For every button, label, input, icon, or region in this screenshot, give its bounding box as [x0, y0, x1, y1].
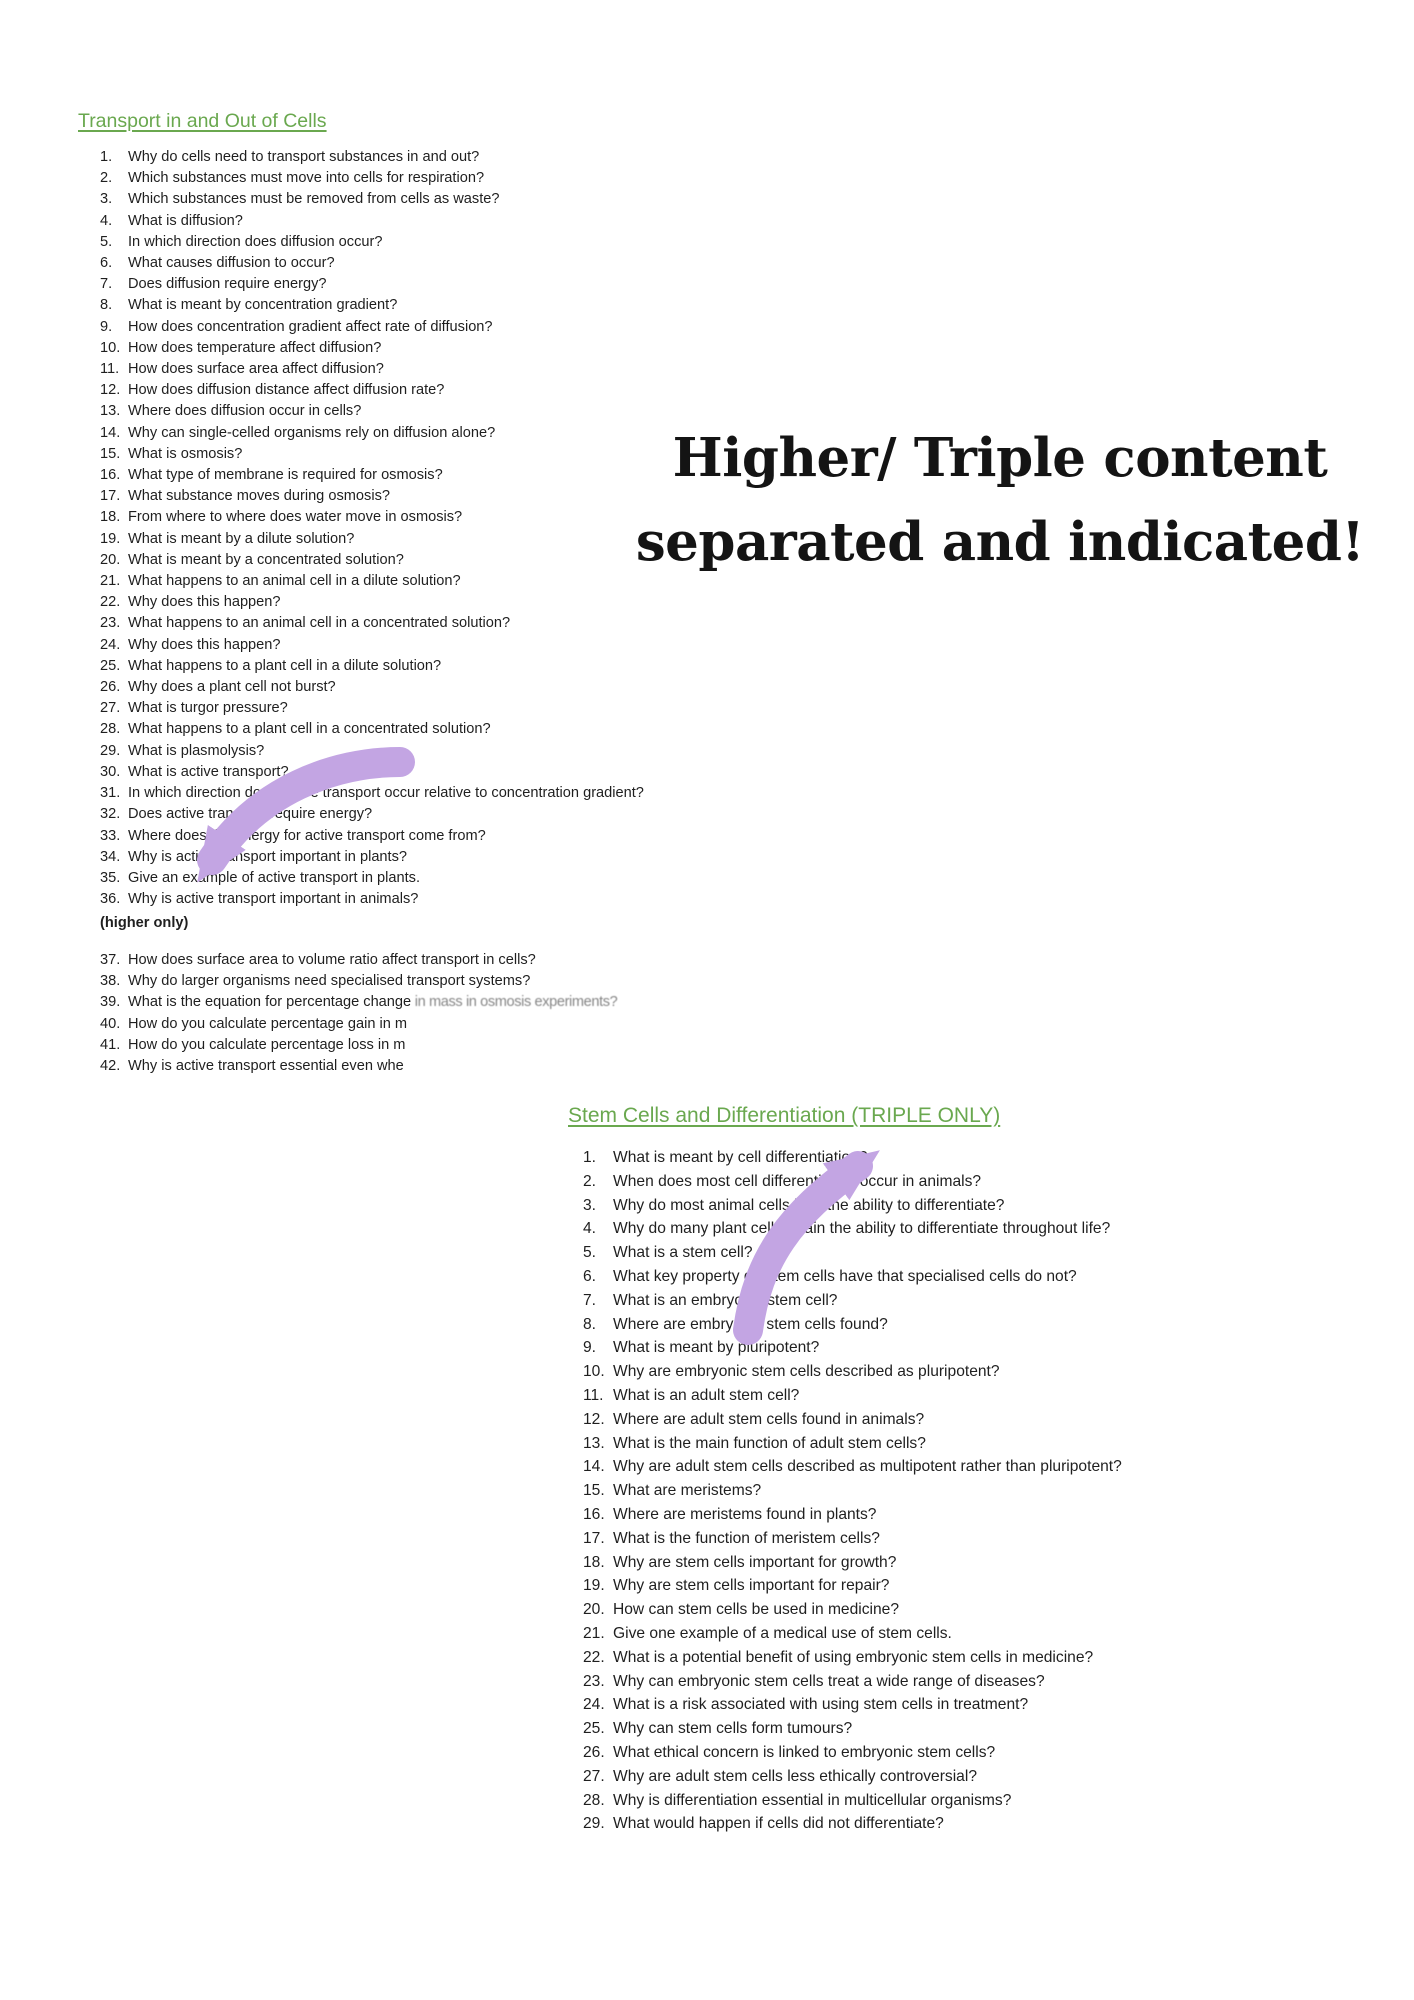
question-item	[100, 635, 644, 656]
question-text: What is an adult stem cell?	[613, 1386, 800, 1404]
question-number: 21.	[100, 573, 121, 590]
question-number: 22.	[583, 1648, 605, 1666]
question-item	[100, 826, 644, 847]
question-text: What happens to a plant cell in a concentrated solution?	[128, 721, 491, 738]
question-text: Why do many plant cells retain the ability to differentiate throughout life?	[613, 1220, 1111, 1238]
question-item	[583, 1622, 1122, 1646]
question-item	[100, 950, 617, 971]
question-text: Give one example of a medical use of stem cells.	[613, 1624, 952, 1642]
question-item	[100, 211, 644, 232]
question-item	[100, 762, 644, 783]
question-item	[583, 1241, 1122, 1265]
question-text: Why do cells need to transport substances in and out?	[128, 149, 480, 165]
question-item	[583, 1646, 1122, 1670]
question-number: 4.	[583, 1220, 597, 1238]
question-text: What would happen if cells did not differentiate?	[613, 1815, 944, 1833]
question-number: 10.	[100, 339, 121, 356]
question-number: 8.	[100, 297, 113, 314]
question-text: What is meant by a dilute solution?	[128, 530, 355, 547]
question-number: 21.	[583, 1624, 605, 1642]
question-number: 6.	[583, 1267, 597, 1285]
question-item	[583, 1336, 1122, 1360]
question-item	[100, 741, 644, 762]
question-number: 2.	[100, 170, 113, 187]
question-text: Which substances must move into cells for respiration?	[128, 170, 485, 187]
question-number: 12.	[100, 382, 121, 399]
question-item	[100, 571, 644, 592]
question-item	[100, 423, 644, 444]
question-item	[100, 592, 644, 613]
question-text: What causes diffusion to occur?	[128, 255, 335, 272]
question-text: What is a risk associated with using stem cells in treatment?	[613, 1696, 1029, 1714]
question-item	[100, 317, 644, 338]
question-item	[100, 401, 644, 422]
transport-higher-question-list	[100, 950, 617, 1077]
question-number: 34.	[100, 848, 121, 865]
question-number: 35.	[100, 869, 121, 886]
stem-cells-question-list	[583, 1146, 1122, 1836]
question-text: Where does diffusion occur in cells?	[128, 403, 362, 420]
question-item	[100, 656, 644, 677]
question-text: What is meant by a concentrated solution?	[128, 551, 404, 568]
question-text: What is plasmolysis?	[128, 742, 265, 759]
question-item	[100, 550, 644, 571]
question-number: 25.	[100, 657, 121, 674]
question-item	[583, 1384, 1122, 1408]
annotation-headline-line1: Higher/ Triple content	[672, 427, 1328, 489]
question-number: 30.	[100, 763, 121, 780]
question-number: 22.	[100, 594, 121, 611]
question-number: 28.	[583, 1791, 605, 1809]
question-number: 4.	[100, 212, 113, 229]
question-item	[100, 274, 644, 295]
question-text: What happens to an animal cell in a dilute solution?	[128, 573, 461, 590]
question-text: Why does a plant cell not burst?	[128, 679, 336, 696]
question-text: Where are adult stem cells found in animals?	[613, 1410, 925, 1428]
question-item	[100, 992, 617, 1013]
question-item	[583, 1670, 1122, 1694]
question-item	[583, 1194, 1122, 1218]
question-text: What key property do stem cells have that specialised cells do not?	[613, 1267, 1077, 1285]
question-item	[583, 1527, 1122, 1551]
question-number: 12.	[583, 1410, 605, 1428]
question-number: 8.	[583, 1315, 597, 1333]
question-text	[128, 992, 617, 1013]
question-item	[583, 1455, 1122, 1479]
question-text: What is a potential benefit of using embryonic stem cells in medicine?	[613, 1648, 1094, 1666]
question-number: 24.	[583, 1696, 605, 1714]
question-item	[100, 804, 644, 825]
question-number: 32.	[100, 806, 121, 823]
question-item	[583, 1717, 1122, 1741]
question-number: 13.	[583, 1434, 605, 1452]
question-text: Why is active transport essential even whe	[128, 1058, 404, 1075]
question-text: What is the function of meristem cells?	[613, 1529, 880, 1547]
question-number: 39.	[100, 994, 121, 1011]
question-text: Why are adult stem cells described as multipotent rather than pluripotent?	[613, 1458, 1122, 1476]
question-item	[583, 1765, 1122, 1789]
question-item	[583, 1360, 1122, 1384]
section-title-transport: Transport in and Out of Cells	[78, 110, 327, 132]
question-text-faded: in mass in osmosis experiments?	[411, 994, 618, 1011]
question-item	[100, 529, 644, 550]
question-number: 27.	[583, 1767, 605, 1785]
question-text: Why are embryonic stem cells described as pluripotent?	[613, 1363, 1000, 1381]
question-item	[100, 613, 644, 634]
question-item	[100, 253, 644, 274]
question-text: Why are adult stem cells less ethically controversial?	[613, 1767, 977, 1785]
question-number: 20.	[583, 1601, 605, 1619]
question-number: 2.	[583, 1172, 597, 1190]
question-text: Why are stem cells important for growth?	[613, 1553, 897, 1571]
question-item	[583, 1503, 1122, 1527]
question-item	[583, 1789, 1122, 1813]
question-number: 24.	[100, 636, 121, 653]
question-item	[100, 1014, 617, 1035]
question-text: What is a stem cell?	[613, 1244, 753, 1262]
question-text: What is meant by pluripotent?	[613, 1339, 820, 1357]
question-number: 31.	[100, 785, 121, 802]
question-text: Why can single-celled organisms rely on diffusion alone?	[128, 424, 496, 441]
question-text: What is meant by cell differentiation?	[613, 1149, 868, 1166]
question-number: 33.	[100, 827, 121, 844]
question-text: Why is active transport important in plants?	[128, 848, 408, 865]
question-text: Where does the energy for active transport come from?	[128, 827, 486, 844]
question-number: 7.	[100, 276, 113, 293]
question-text: Why do most animal cells lose the ability to differentiate?	[613, 1196, 1005, 1214]
question-item	[100, 338, 644, 359]
question-item	[100, 971, 617, 992]
question-number: 28.	[100, 721, 121, 738]
question-text: Does diffusion require energy?	[128, 276, 327, 293]
question-item	[100, 889, 644, 910]
question-number: 41.	[100, 1036, 121, 1053]
question-number: 5.	[100, 233, 113, 250]
question-text: From where to where does water move in osmosis?	[128, 509, 463, 526]
question-number: 19.	[583, 1577, 605, 1595]
question-item	[583, 1408, 1122, 1432]
question-item	[583, 1217, 1122, 1241]
question-item	[583, 1574, 1122, 1598]
question-number: 38.	[100, 973, 121, 990]
question-text: Why are stem cells important for repair?	[613, 1577, 890, 1595]
question-number: 3.	[100, 191, 113, 208]
question-text: Which substances must be removed from cells as waste?	[128, 191, 500, 208]
question-number: 1.	[583, 1149, 597, 1166]
question-item	[100, 168, 644, 189]
question-item	[100, 295, 644, 316]
question-text: When does most cell differentiation occur in animals?	[613, 1172, 982, 1190]
question-text: How do you calculate percentage loss in m	[128, 1036, 406, 1053]
question-number: 26.	[583, 1743, 605, 1761]
question-number: 10.	[583, 1363, 605, 1381]
question-number: 26.	[100, 679, 121, 696]
question-number: 7.	[583, 1291, 597, 1309]
question-item	[583, 1265, 1122, 1289]
question-item	[100, 1035, 617, 1056]
question-item	[583, 1812, 1122, 1836]
question-number: 16.	[583, 1505, 605, 1523]
question-text: What is turgor pressure?	[128, 700, 288, 717]
question-text: What substance moves during osmosis?	[128, 488, 390, 505]
question-item	[100, 465, 644, 486]
question-number: 42.	[100, 1058, 121, 1075]
question-text: What is meant by concentration gradient?	[128, 297, 398, 314]
question-text: Why can embryonic stem cells treat a wide range of diseases?	[613, 1672, 1045, 1690]
question-text: Where are embryonic stem cells found?	[613, 1315, 888, 1333]
question-text: Why does this happen?	[128, 636, 281, 653]
question-number: 14.	[100, 424, 121, 441]
question-number: 23.	[100, 615, 121, 632]
question-number: 27.	[100, 700, 121, 717]
question-item	[583, 1741, 1122, 1765]
question-item	[100, 677, 644, 698]
question-number: 14.	[583, 1458, 605, 1476]
question-text: What are meristems?	[613, 1482, 762, 1500]
question-number: 17.	[100, 488, 121, 505]
question-number: 20.	[100, 551, 121, 568]
question-number: 6.	[100, 255, 113, 272]
question-text: What happens to a plant cell in a dilute solution?	[128, 657, 442, 674]
section-title-stem-cells: Stem Cells and Differentiation (TRIPLE ONLY)	[568, 1104, 1001, 1127]
question-text: Why is differentiation essential in multicellular organisms?	[613, 1791, 1012, 1809]
question-number: 15.	[100, 445, 121, 462]
question-item	[100, 147, 644, 168]
question-item	[583, 1432, 1122, 1456]
question-number: 1.	[100, 149, 113, 165]
question-item	[100, 380, 644, 401]
question-number: 9.	[100, 318, 113, 335]
question-item	[100, 232, 644, 253]
question-item	[100, 359, 644, 380]
question-number: 9.	[583, 1339, 597, 1357]
question-number: 23.	[583, 1672, 605, 1690]
question-text: In which direction does diffusion occur?	[128, 233, 383, 250]
question-text: How can stem cells be used in medicine?	[613, 1601, 900, 1619]
question-number: 19.	[100, 530, 121, 547]
question-item	[100, 486, 644, 507]
question-item	[100, 698, 644, 719]
question-number: 40.	[100, 1015, 121, 1032]
question-item	[100, 444, 644, 465]
question-item	[100, 783, 644, 804]
question-text: How does temperature affect diffusion?	[128, 339, 382, 356]
question-text: What is osmosis?	[128, 445, 243, 462]
question-number: 3.	[583, 1196, 597, 1214]
annotation-headline-line2: separated and indicated!	[635, 511, 1365, 573]
question-text: Why can stem cells form tumours?	[613, 1720, 853, 1738]
question-text: How does surface area affect diffusion?	[128, 361, 384, 378]
question-text: In which direction does active transport occur relative to concentration gradient?	[128, 785, 644, 802]
question-item	[100, 507, 644, 528]
question-number: 11.	[583, 1386, 604, 1404]
question-item	[100, 868, 644, 889]
question-text: What is an embryonic stem cell?	[613, 1291, 838, 1309]
question-item	[100, 1056, 617, 1077]
question-number: 29.	[583, 1815, 605, 1833]
question-text: What is active transport?	[128, 763, 289, 780]
question-text: Give an example of active transport in plants.	[128, 869, 421, 886]
question-text: Does active transport require energy?	[128, 806, 373, 823]
question-number: 25.	[583, 1720, 605, 1738]
question-number: 29.	[100, 742, 121, 759]
question-number: 15.	[583, 1482, 605, 1500]
question-text: What type of membrane is required for osmosis?	[128, 467, 443, 484]
question-text-visible: What is the equation for percentage change	[128, 994, 412, 1011]
question-number: 17.	[583, 1529, 605, 1547]
question-number: 37.	[100, 952, 121, 968]
question-item	[583, 1598, 1122, 1622]
question-text: What is diffusion?	[128, 212, 243, 229]
higher-only-label: (higher only)	[100, 915, 189, 931]
question-text: Where are meristems found in plants?	[613, 1505, 877, 1523]
question-item	[583, 1313, 1122, 1337]
question-text: How does concentration gradient affect rate of diffusion?	[128, 318, 493, 335]
transport-question-list	[100, 147, 644, 910]
question-number: 11.	[100, 361, 120, 378]
question-text: What is the main function of adult stem cells?	[613, 1434, 926, 1452]
annotation-headline	[600, 416, 1400, 584]
question-text: How does surface area to volume ratio affect transport in cells?	[128, 952, 536, 968]
question-text: How do you calculate percentage gain in m	[128, 1015, 408, 1032]
question-item	[583, 1289, 1122, 1313]
question-item	[583, 1479, 1122, 1503]
question-item	[583, 1170, 1122, 1194]
question-item	[583, 1146, 1122, 1170]
question-text: How does diffusion distance affect diffusion rate?	[128, 382, 445, 399]
question-item	[100, 847, 644, 868]
question-item	[583, 1551, 1122, 1575]
question-item	[100, 719, 644, 740]
question-number: 13.	[100, 403, 121, 420]
question-number: 18.	[100, 509, 121, 526]
question-text: What happens to an animal cell in a concentrated solution?	[128, 615, 511, 632]
question-number: 36.	[100, 891, 121, 908]
question-text: Why do larger organisms need specialised transport systems?	[128, 973, 531, 990]
question-item	[583, 1693, 1122, 1717]
question-number: 5.	[583, 1244, 597, 1262]
question-number: 18.	[583, 1553, 605, 1571]
question-item	[100, 189, 644, 210]
question-text: Why is active transport important in animals?	[128, 891, 419, 908]
question-text: Why does this happen?	[128, 594, 281, 611]
question-text: What ethical concern is linked to embryonic stem cells?	[613, 1743, 996, 1761]
question-number: 16.	[100, 467, 121, 484]
